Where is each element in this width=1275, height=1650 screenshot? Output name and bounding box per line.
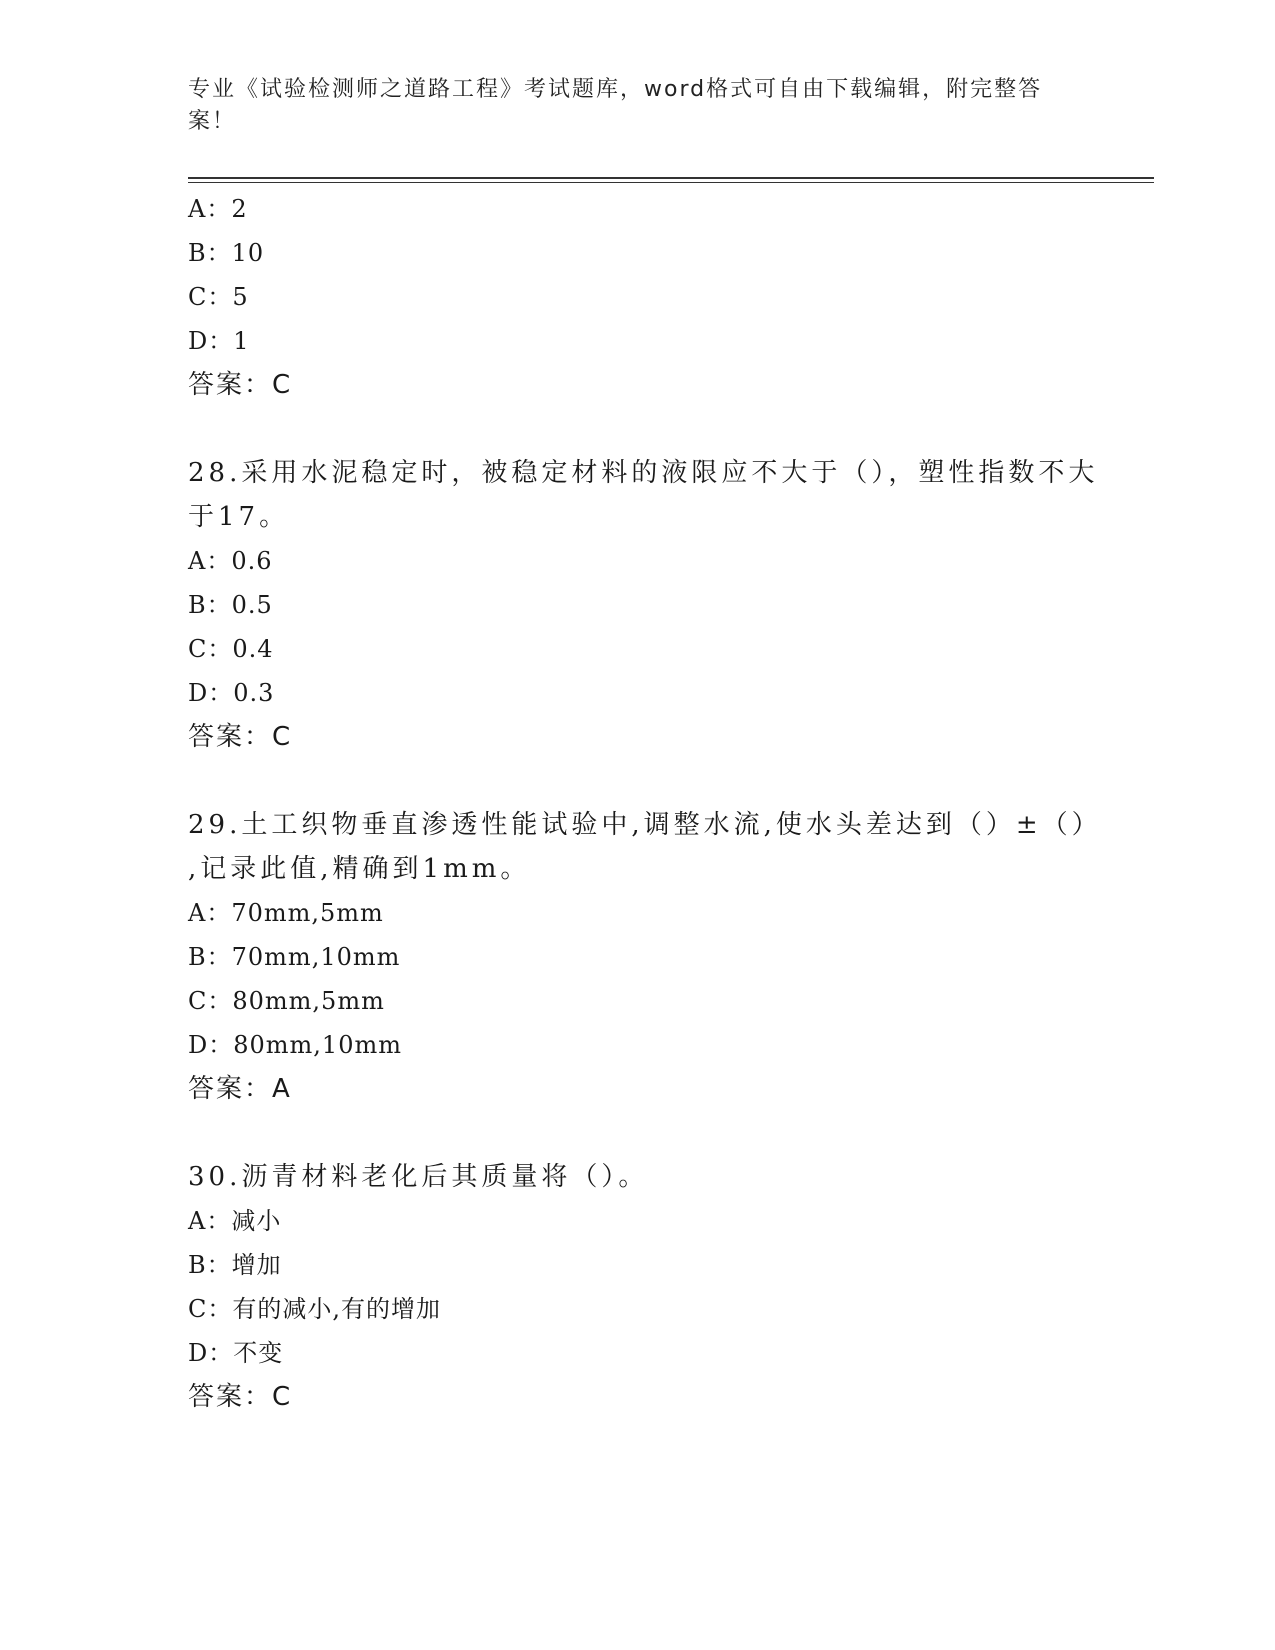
q28-option-a: A：0.6 xyxy=(188,547,273,575)
q29-option-d: D：80mm,10mm xyxy=(188,1031,402,1059)
q29-option-b: B：70mm,10mm xyxy=(188,943,401,971)
q27-answer: 答案：C xyxy=(188,370,293,400)
q30-option-a: A：减小 xyxy=(188,1207,282,1235)
q27-option-b: B：10 xyxy=(188,239,265,267)
q29-question-line-2: ,记录此值,精确到1mm。 xyxy=(188,854,531,884)
header-text-line-1: 专业《试验检测师之道路工程》考试题库，word格式可自由下载编辑，附完整答 xyxy=(188,77,1043,102)
q28-question-line-2: 于17。 xyxy=(188,502,290,532)
q28-answer: 答案：C xyxy=(188,722,293,752)
q29-option-c: C：80mm,5mm xyxy=(188,987,385,1015)
q27-option-d: D：1 xyxy=(188,327,250,355)
q29-question-line-1: 29.土工织物垂直渗透性能试验中,调整水流,使水头差达到（）±（） xyxy=(188,810,1102,840)
q29-answer: 答案：A xyxy=(188,1074,292,1104)
q30-option-c: C：有的减小,有的增加 xyxy=(188,1295,441,1323)
document-header xyxy=(188,74,1068,138)
q30-option-d: D：不变 xyxy=(188,1339,284,1367)
q27-option-a: A：2 xyxy=(188,195,248,223)
q28-option-b: B：0.5 xyxy=(188,591,273,619)
header-rule-top xyxy=(188,177,1154,179)
q30-option-b: B：增加 xyxy=(188,1251,282,1279)
q28-option-c: C：0.4 xyxy=(188,635,274,663)
q29-option-a: A：70mm,5mm xyxy=(188,899,384,927)
q30-answer: 答案：C xyxy=(188,1382,293,1412)
q30-question-line-1: 30.沥青材料老化后其质量将（）。 xyxy=(188,1162,649,1192)
q27-option-c: C：5 xyxy=(188,283,249,311)
header-rule-bottom xyxy=(188,182,1154,183)
q28-question-line-1: 28.采用水泥稳定时，被稳定材料的液限应不大于（），塑性指数不大 xyxy=(188,458,1099,488)
header-text-line-2: 案！ xyxy=(188,109,237,134)
q28-option-d: D：0.3 xyxy=(188,679,275,707)
